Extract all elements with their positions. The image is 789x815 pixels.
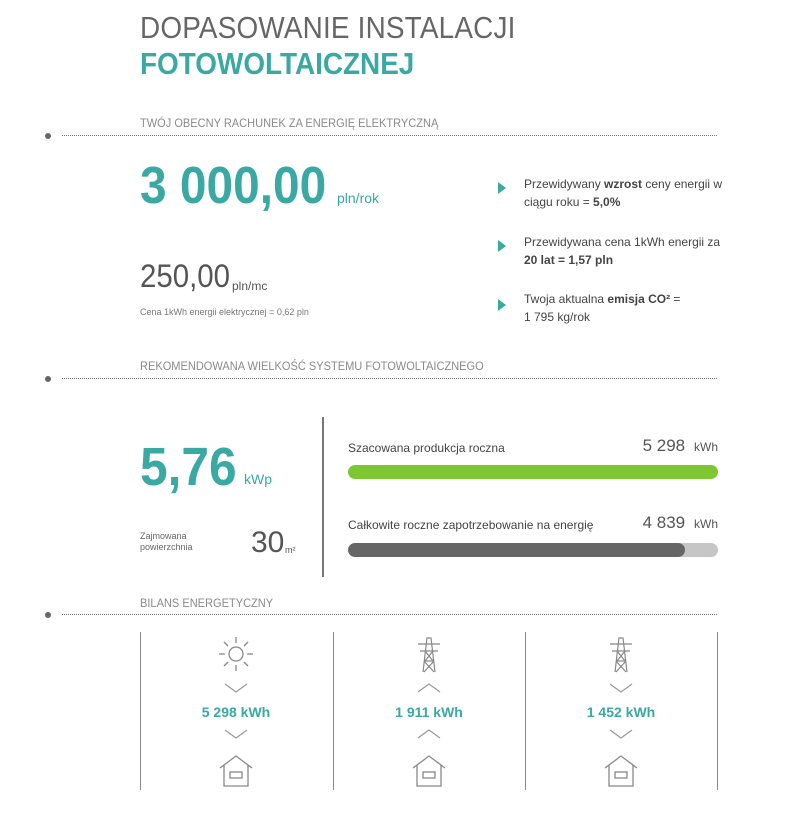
page-title-line1: DOPASOWANIE INSTALACJI <box>140 10 516 45</box>
monthly-bill-value: 250,00 <box>140 258 231 294</box>
chevron-down-icon <box>224 682 248 694</box>
section-divider <box>62 135 717 136</box>
chevron-down-icon <box>609 728 633 740</box>
demand-bar <box>348 543 718 557</box>
chevron-up-icon <box>417 682 441 694</box>
section-divider <box>62 614 717 615</box>
house-icon <box>216 750 256 790</box>
sun-icon <box>216 634 256 674</box>
bullet-arrow-icon <box>498 240 506 252</box>
section-dot <box>45 612 51 618</box>
section-label-system: REKOMENDOWANA WIELKOŚĆ SYSTEMU FOTOWOLTAICZNEGO <box>140 359 484 373</box>
balance-value-export: 1 911 kWh <box>395 704 463 720</box>
house-icon <box>409 750 449 790</box>
monthly-bill-unit: pln/mc <box>232 279 268 293</box>
bullet-text-growth: Przewidywany wzrost ceny energii w ciągu roku = 5,0% <box>524 177 723 209</box>
demand-label: Całkowite roczne zapotrzebowanie na energię <box>348 518 594 532</box>
house-icon <box>601 750 641 790</box>
bullet-text-20y-price: Przewidywana cena 1kWh energii za 20 lat = 1,57 pln <box>524 235 721 267</box>
production-bar <box>348 465 718 479</box>
power-pylon-icon <box>409 634 449 674</box>
area-unit: m² <box>285 545 296 555</box>
production-bar-fill <box>348 465 718 479</box>
column-divider <box>717 632 718 790</box>
energy-price-note: Cena 1kWh energii elektrycznej = 0,62 pln <box>140 307 309 317</box>
section-dot <box>45 376 51 382</box>
column-divider <box>140 632 141 790</box>
vertical-divider <box>322 417 324 577</box>
column-divider <box>333 632 334 790</box>
system-power-value: 5,76 <box>140 437 237 497</box>
chevron-down-icon <box>224 728 248 740</box>
chevron-up-icon <box>417 728 441 740</box>
yearly-bill-unit: pln/rok <box>337 190 380 206</box>
production-reading <box>643 436 718 456</box>
section-label-bill: TWÓJ OBECNY RACHUNEK ZA ENERGIĘ ELEKTRYCZNĄ <box>140 116 439 130</box>
demand-reading <box>643 513 718 533</box>
chevron-down-icon <box>609 682 633 694</box>
yearly-bill-value: 3 000,00 <box>140 157 327 215</box>
column-divider <box>525 632 526 790</box>
production-unit: kWh <box>694 440 718 454</box>
section-dot <box>45 133 51 139</box>
production-value: 5 298 <box>642 436 686 455</box>
bullet-arrow-icon <box>498 182 506 194</box>
system-power-unit: kWp <box>244 471 272 487</box>
production-label: Szacowana produkcja roczna <box>348 441 505 455</box>
power-pylon-icon <box>601 634 641 674</box>
bullet-text-co2: Twoja aktualna emisja CO² = 1 795 kg/rok <box>524 292 681 324</box>
balance-value-production: 5 298 kWh <box>201 704 271 720</box>
page-title-line2: FOTOWOLTAICZNEJ <box>140 46 415 81</box>
section-divider <box>62 378 717 379</box>
bullet-arrow-icon <box>498 299 506 311</box>
balance-value-import: 1 452 kWh <box>586 704 656 720</box>
demand-bar-fill <box>348 543 685 557</box>
area-value: 30 <box>251 526 285 559</box>
area-label: Zajmowana powierzchnia <box>140 531 193 552</box>
demand-unit: kWh <box>694 517 718 531</box>
section-label-balance: BILANS ENERGETYCZNY <box>140 596 274 610</box>
demand-value: 4 839 <box>642 513 686 532</box>
